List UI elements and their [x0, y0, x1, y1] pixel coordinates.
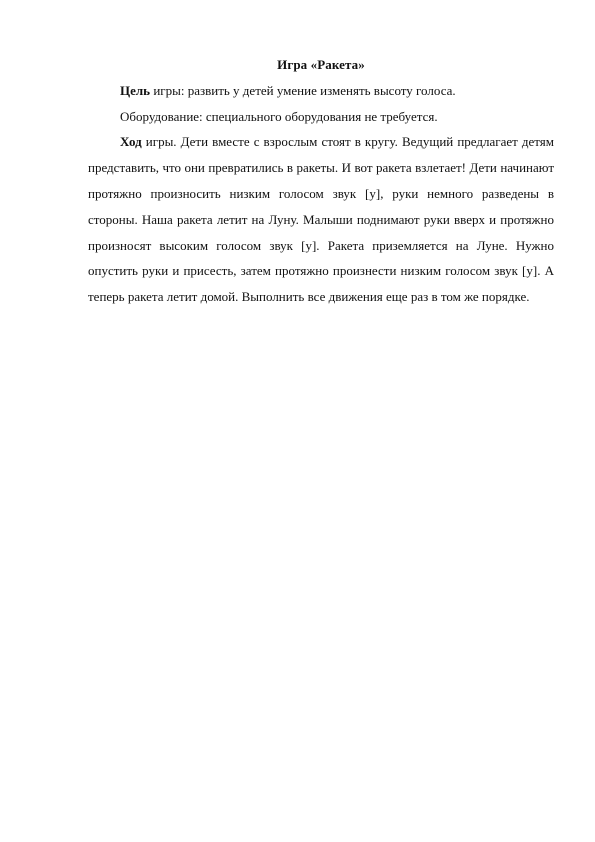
- goal-text: игры: развить у детей умение изменять высоту голоса.: [150, 82, 456, 98]
- goal-paragraph: [88, 78, 554, 104]
- procedure-label: Ход: [120, 134, 142, 150]
- equipment-paragraph: [88, 104, 554, 130]
- document-title: Игра «Ракета»: [277, 57, 365, 72]
- goal-label: Цель: [120, 82, 151, 98]
- procedure-text: игры. Дети вместе с взрослым стоят в кругу. Ведущий предлагает детям представить, что они превратились в ракеты. И вот ракета взлетает! Дети начинают протяжно произносить низким голосом звук [у], руки немного разведены в стороны. Наша ракета летит на Луну. Малыши поднимают руки вверх и протяжно произносят высоким голосом звук [у]. Ракета приземляется на Луне. Нужно опустить руки и присесть, затем протяжно произнести низким голосом звук [у]. А теперь ракета летит домой. Выполнить все движения еще раз в том же порядке.: [88, 134, 554, 305]
- equipment-text: Оборудование: специального оборудования не требуется.: [120, 108, 438, 124]
- procedure-paragraph: [88, 129, 554, 310]
- document-body: [88, 52, 554, 310]
